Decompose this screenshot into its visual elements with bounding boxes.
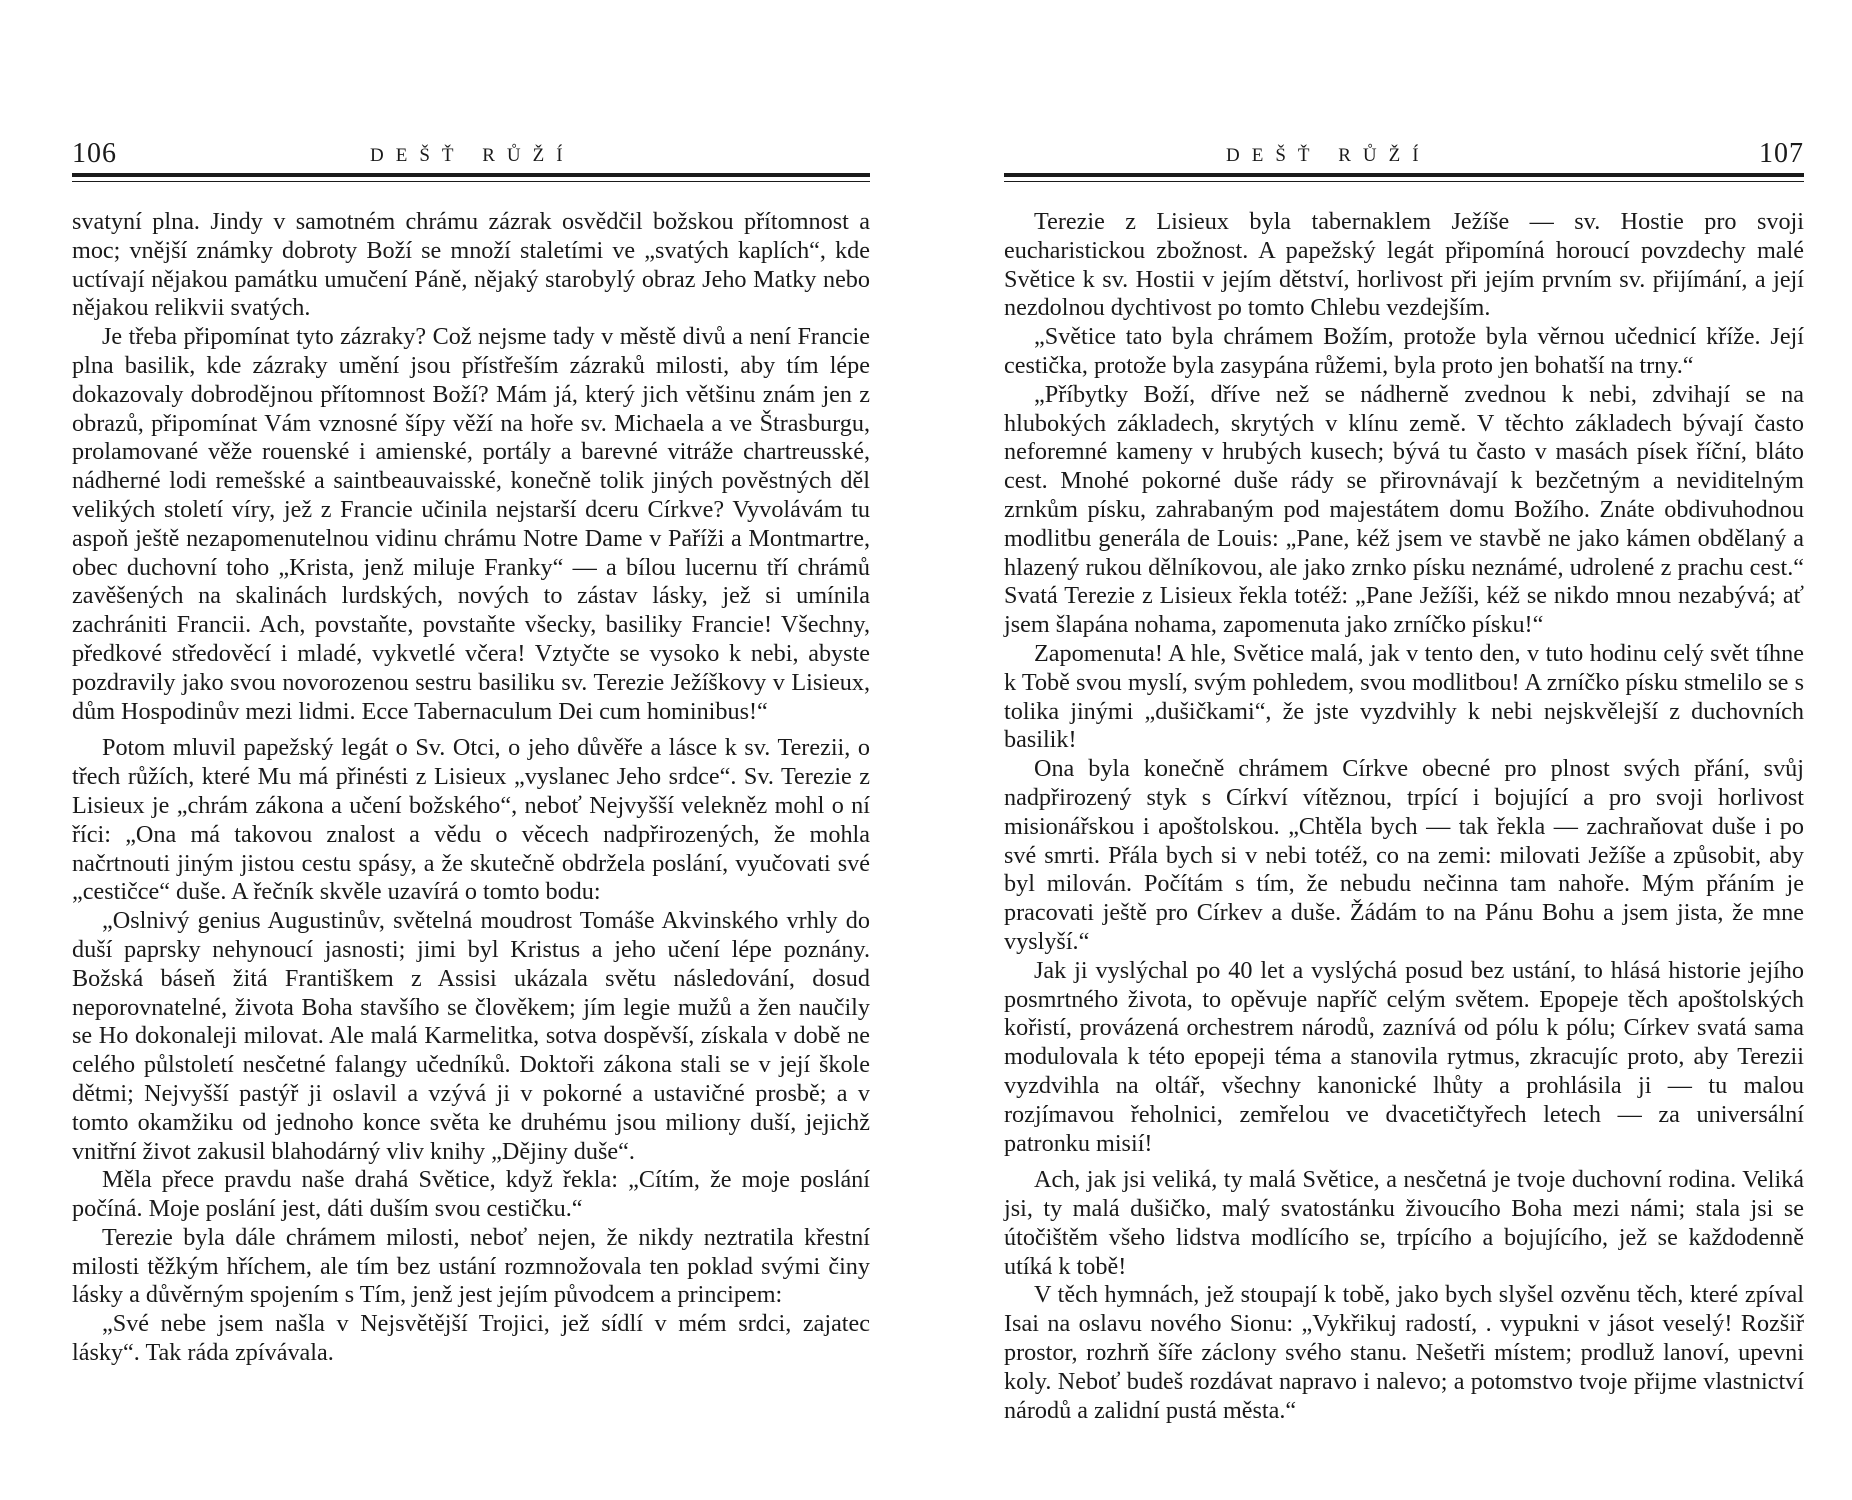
paragraph: Je třeba připomínat tyto zázraky? Což nejsme tady v městě divů a není Francie plna basilik, kde zázraky umění jsou přístřeším zázraků milosti, aby tím lépe dokazovaly dobrodějnou přítomnost Boží? Mám já, který jich většinu znám jen z obrazů, připomínat Vám vznosné šípy věží na hoře sv. Michaela a ve Štrasburgu, prolamované věže rouenské i amienské, portály a barevné vitráže chartreusské, nádherné lodi remešské a saintbeauvaisské, konečně tolik jiných pověstných děl velikých století víry, jež z Francie učinila nejstarší dceru Církve? Vyvolávám tu aspoň ještě nezapomenutelnou vidinu chrámu Notre Dame v Paříži a Montmartre, obec duchovní toho „Krista, jenž miluje Franky“ — a bílou lucernu tří chrámů zavěšených na skalinách lurdských, nových to zástav lásky, jež si umínila zachrániti Francii. Ach, povstaňte, povstaňte všecky, basiliky Francie! Všechny, předkové středověcí i mladé, vykvetlé včera! Vztyčte se vysoko k nebi, abyste pozdravily jako svou novorozenou sestru basiliku sv. Terezie Ježíškovy v Lisieux, dům Hospodinův mezi lidmi. Ecce Tabernaculum Dei cum hominibus!“ xyxy=(72,323,870,725)
paragraph: Zapomenuta! A hle, Světice malá, jak v tento den, v tuto hodinu celý svět tíhne k Tobě svou myslí, svým pohledem, svou modlitbou! A zrníčko písku stmelilo se s tolika jinými „dušičkami“, že jste vyzdvihly k nebi nejskvělejší z duchovních basilik! xyxy=(1004,639,1804,754)
paragraph: Měla přece pravdu naše drahá Světice, když řekla: „Cítím, že moje poslání počíná. Moje poslání jest, dáti duším svou cestičku.“ xyxy=(72,1166,870,1223)
paragraph: Potom mluvil papežský legát o Sv. Otci, o jeho důvěře a lásce k sv. Terezii, o třech růžích, které Mu má přinésti z Lisieux „vyslanec Jeho srdce“. Sv. Terezie z Lisieux je „chrám zákona a učení božského“, neboť Nejvyšší velekněz mohl o ní říci: „Ona má takovou znalost a vědu o věcech nadpřirozených, že mohla načrtnouti jiným jistou cestu spásy, a že skutečně obdržela poslání, vyučovati své „cestičce“ duše. A řečník skvěle uzavírá o tomto bodu: xyxy=(72,734,870,906)
page-number: 107 xyxy=(1759,138,1804,169)
header-rule-thin xyxy=(72,181,870,182)
page-header xyxy=(72,137,870,171)
paragraph: Jak ji vyslýchal po 40 let a vyslýchá posud bez ustání, to hlásá historie jejího posmrtného života, to opěvuje napříč celým světem. Epopeje těch apoštolských kořistí, provázená orchestrem národů, zaznívá od pólu k pólu; Církev svatá sama modulovala k této epopeji téma a stanovila rytmus, zkracujíc proto, aby Terezii vyzdvihla na oltář, všechny kanonické lhůty a prohlásila ji — tu malou rozjímavou řeholnici, zemřelou ve dvacetičtyřech letech — za universální patronku misií! xyxy=(1004,956,1804,1157)
header-rule-thick xyxy=(1004,173,1804,177)
running-title: DEŠŤ RŮŽÍ xyxy=(1226,145,1431,166)
paragraph: „Oslnivý genius Augustinův, světelná moudrost Tomáše Akvinského vrhly do duší paprsky nehynoucí jasnosti; jimi byl Kristus a jeho učení lépe poznány. Božská báseň žitá Františkem z Assisi ukázala světu následování, dosud neporovnatelné, života Boha stavšího se člověkem; jím legie mužů a žen naučily se Ho dokonaleji milovat. Ale malá Karmelitka, sotva dospěvší, získala v době ne celého půlstoletí nesčetné falangy učedníků. Doktoři zákona stali se v její škole dětmi; Nejvyšší pastýř ji oslavil a vzývá ji v pokorné a ustavičné prosbě; a v tomto okamžiku od jednoho konce světa ke druhému jsou miliony duší, jejichž vnitřní život zakusil blahodárný vliv knihy „Dějiny duše“. xyxy=(72,907,870,1165)
header-rule-thick xyxy=(72,173,870,177)
page-number: 106 xyxy=(72,138,117,169)
paragraph: svatyní plna. Jindy v samotném chrámu zázrak osvědčil božskou přítomnost a moc; vnější známky dobroty Boží se množí staletími ve „svatých kaplích“, kde uctívají nějakou památku umučení Páně, nějaký starobylý obraz Jeho Matky nebo nějakou relikvii svatých. xyxy=(72,208,870,322)
header-rule-thin xyxy=(1004,181,1804,182)
body-text xyxy=(1004,208,1804,1425)
paragraph: „Příbytky Boží, dříve než se nádherně zvednou k nebi, zdvihají se na hlubokých základech, skrytých v klínu země. V těchto základech bývají často neforemné kameny v hrubých kusech; bývá tu často v masách písek říční, bláto cest. Mnohé pokorné duše rády se přirovnávají k bezčetným a neviditelným zrnkům písku, zahrabaným pod majestátem domu Božího. Znáte obdivuhodnou modlitbu generála de Louis: „Pane, kéž jsem ve stavbě ne jako kámen obdělaný a hlazený rukou dělníkovou, ale jako zrnko písku neznámé, udrolené z prachu cest.“ Svatá Terezie z Lisieux řekla totéž: „Pane Ježíši, kéž se nikdo mnou nezabývá; ať jsem šlapána nohama, zapomenuta jako zrníčko písku!“ xyxy=(1004,380,1804,639)
paragraph: Terezie z Lisieux byla tabernaklem Ježíše — sv. Hostie pro svoji eucharistickou zbožnost. A papežský legát připomíná horoucí povzdechy malé Světice k sv. Hostii v jejím dětství, horlivost při jejím prvním sv. přijímání, a její nezdolnou dychtivost po tomto Chlebu vezdejším. xyxy=(1004,208,1804,322)
paragraph: V těch hymnách, jež stoupají k tobě, jako bych slyšel ozvěnu těch, které zpíval Isai na oslavu nového Sionu: „Vykřikuj radostí, . vypukni v jásot veselý! Rozšiř prostor, rozhrň šíře záclony svého stanu. Nešetři místem; prodluž lanoví, upevni koly. Neboť budeš rozdávat napravo i nalevo; a potomstvo tvoje přijme vlastnictví národů a zalidní pustá města.“ xyxy=(1004,1281,1804,1424)
paragraph: „Světice tato byla chrámem Božím, protože byla věrnou učednicí kříže. Její cestička, protože byla zasypána růžemi, byla proto jen bohatší na trny.“ xyxy=(1004,323,1804,379)
paragraph: Ona byla konečně chrámem Církve obecné pro plnost svých přání, svůj nadpřirozený styk s Církví vítěznou, trpící i bojující a pro svoji horlivost misionářskou i apoštolskou. „Chtěla bych — tak řekla — zachraňovat duše i po své smrti. Přála bych si v nebi totéž, co na zemi: milovati Ježíše a způsobit, aby byl milován. Počítám s tím, že nebudu nečinna tam nahoře. Mým přáním je pracovati ještě pro Církev a duše. Žádám to na Pánu Bohu a jsem jista, že mne vyslyší.“ xyxy=(1004,755,1804,955)
paragraph: „Své nebe jsem našla v Nejsvětější Trojici, jež sídlí v mém srdci, zajatec lásky“. Tak ráda zpívávala. xyxy=(72,1310,870,1367)
paragraph: Ach, jak jsi veliká, ty malá Světice, a nesčetná je tvoje duchovní rodina. Veliká jsi, ty malá dušičko, malý svatostánku živoucího Boha mezi námi; stala jsi se útočištěm všeho lidstva modlícího se, trpícího a bojujícího, jež se každodenně utíká k tobě! xyxy=(1004,1166,1804,1280)
page-header xyxy=(1004,137,1804,171)
running-title: DEŠŤ RŮŽÍ xyxy=(370,145,575,166)
paragraph: Terezie byla dále chrámem milosti, neboť nejen, že nikdy neztratila křestní milosti těžkým hříchem, ale tím bez ustání rozmnožovala ten poklad svými činy lásky a důvěrným spojením s Tím, jenž jest jejím původcem a principem: xyxy=(72,1223,870,1309)
right-page xyxy=(926,0,1852,1500)
body-text xyxy=(72,208,870,1368)
